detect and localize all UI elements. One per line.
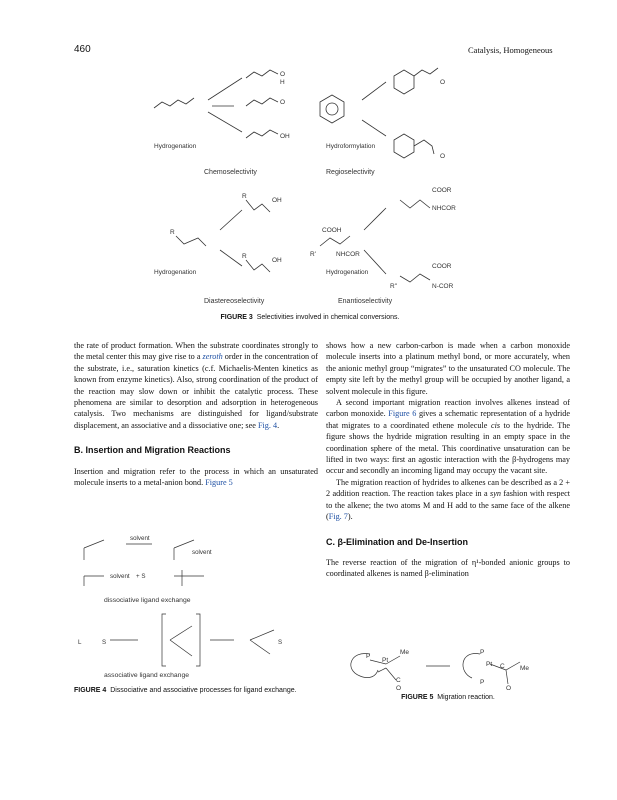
figure-4-caption-text: Dissociative and associative processes for ligand exchange. bbox=[110, 687, 297, 694]
running-title: Catalysis, Homogeneous bbox=[468, 45, 553, 55]
fig-4-link[interactable]: Fig. 4 bbox=[257, 420, 278, 430]
figure-5-caption-text: Migration reaction. bbox=[437, 694, 495, 701]
fig4-s-2: S bbox=[278, 639, 283, 646]
label-regioselectivity: Regioselectivity bbox=[326, 169, 375, 176]
fig4-solvent-1: solvent bbox=[130, 535, 150, 542]
figure-5-caption-label: FIGURE 5 bbox=[401, 694, 434, 701]
product-ring-1 bbox=[394, 70, 414, 94]
fig5-c-2: C bbox=[500, 663, 505, 670]
fig5-c-1: C bbox=[396, 677, 401, 684]
left-p1-end: . bbox=[277, 420, 280, 430]
arrow-down bbox=[208, 112, 242, 132]
fig4-solvent-3: solvent bbox=[110, 573, 130, 580]
atom-h-1: H bbox=[280, 79, 285, 86]
fig-7-link[interactable]: Fig. 7 bbox=[328, 512, 348, 522]
atom-ncor: N-COR bbox=[432, 283, 454, 290]
fig4-plus-s: + S bbox=[136, 573, 146, 580]
atom-oh: OH bbox=[280, 133, 290, 140]
label-hydrogenation-2: Hydrogenation bbox=[154, 269, 197, 276]
figure-5-diagram bbox=[330, 640, 566, 690]
product-3-chain bbox=[246, 130, 278, 138]
figure-5-caption bbox=[326, 694, 570, 701]
figure-3-caption-label: FIGURE 3 bbox=[220, 314, 253, 321]
atom-oh-2: OH bbox=[272, 197, 282, 204]
atom-cooh: COOH bbox=[322, 227, 342, 234]
atom-o-3: O bbox=[440, 79, 446, 86]
right-paragraph-1: shows how a new carbon-carbon is made when a carbon monoxide molecule inserts into a platinum methyl bond, or more accurately, when the anionic methyl group “migrates” to the unsaturated CO molecule. The empty site left by the methyl group will be occupied by another ligand, a solvent molecule in this figure. bbox=[326, 341, 570, 396]
fig5-pt-1: Pt bbox=[382, 657, 389, 664]
product-1-chain bbox=[246, 70, 278, 78]
atom-nhcor: NHCOR bbox=[336, 251, 360, 258]
fig5-p-3: P bbox=[480, 679, 485, 686]
atom-r-2: R bbox=[242, 193, 247, 200]
left-column bbox=[74, 340, 318, 488]
fig5-p-2: P bbox=[480, 649, 485, 656]
atom-o-4: O bbox=[440, 153, 446, 160]
figure-4-caption bbox=[74, 686, 318, 695]
label-chemoselectivity: Chemoselectivity bbox=[204, 169, 257, 176]
right-p3-end: ). bbox=[347, 512, 353, 522]
atom-r1: R' bbox=[310, 251, 316, 258]
figure-4-caption-label: FIGURE 4 bbox=[74, 687, 107, 694]
atom-o-2: O bbox=[280, 99, 286, 106]
label-diastereoselectivity: Diastereoselectivity bbox=[204, 298, 265, 305]
figure-3-caption-text: Selectivities involved in chemical conversions. bbox=[256, 314, 400, 321]
atom-nhcor-2: NHCOR bbox=[432, 205, 456, 212]
right-paragraph-4: The reverse reaction of the migration of η¹-bonded anionic groups to coordinated alkenes is named β-elimination bbox=[326, 557, 570, 579]
right-p3b: fashion with respect to the alkene; the two atoms M and H add to the same face of the alkene ( bbox=[326, 489, 571, 522]
fig5-o-1: O bbox=[396, 685, 402, 690]
atom-coor-2: COOR bbox=[432, 263, 452, 270]
product-ring-2 bbox=[394, 134, 414, 158]
atom-oh-3: OH bbox=[272, 257, 282, 264]
cis-em: cis bbox=[490, 420, 501, 430]
fig4-dissociative-label: dissociative ligand exchange bbox=[104, 597, 191, 604]
atom-o-1: O bbox=[280, 71, 286, 78]
right-column bbox=[326, 340, 570, 580]
label-hydroformylation: Hydroformylation bbox=[326, 143, 376, 150]
right-p2c: to the hydride. The figure shows the hydride migration resulting in an empty space in the coordination sphere of the metal. This coordinative unsaturation can be lifted in two ways: first an agostic interaction with the β-hydrogens may occur and secondly an incoming ligand may occupy the vacant site. bbox=[326, 420, 571, 476]
left-paragraph-2 bbox=[74, 466, 318, 489]
atom-r-1: R bbox=[170, 229, 175, 236]
fig5-pt-2: Pt bbox=[486, 661, 493, 668]
left-p1b-text: order in the concentration of the substrate, i.e., saturation kinetics (c.f. Michaelis-Menten kinetics as known from enzyme kinetics). Also, strong coordination of the product of the reaction may slow down or inhibit the catalytic process. These phenomena are similar to desorption and adsorption in heterogeneous catalysis. Two mechanisms are distinguished for ligand/substrate displacement, an associative and a dissociative one; see bbox=[74, 352, 319, 430]
substrate-chain bbox=[154, 98, 194, 108]
benzene-ring bbox=[320, 95, 344, 123]
figure-3-caption bbox=[150, 314, 470, 321]
fig4-solvent-2: solvent bbox=[192, 549, 212, 556]
atom-r-3: R bbox=[242, 253, 247, 260]
label-enantioselectivity: Enantioselectivity bbox=[338, 298, 393, 305]
atom-coor: COOR bbox=[432, 187, 452, 194]
left-p1-text: the rate of product formation. When the substrate coordinates strongly to the metal center this may give rise to a bbox=[74, 341, 318, 362]
fig4-l: L bbox=[78, 639, 82, 646]
fig5-me-1: Me bbox=[400, 649, 410, 656]
figure-4-diagram bbox=[74, 530, 318, 680]
right-p3a: The migration reaction of hydrides to alkenes can be described as a 2 + 2 addition reaction. The reaction takes place in a bbox=[326, 477, 570, 499]
right-paragraph-2 bbox=[326, 397, 570, 477]
label-hydrogenation-3: Hydrogenation bbox=[326, 269, 369, 276]
right-p2b: gives a schematic representation of a hydride that migrates to a coordinated ethene molecule bbox=[326, 409, 570, 430]
figure-5-link[interactable]: Figure 5 bbox=[205, 478, 233, 488]
left-paragraph-1 bbox=[74, 340, 318, 431]
right-p2a: A second important migration reaction involves alkenes instead of carbon monoxide. bbox=[326, 398, 570, 419]
fig5-me-2: Me bbox=[520, 665, 530, 672]
figure-3-diagram bbox=[150, 60, 470, 312]
left-p2-text: Insertion and migration refer to the process in which an unsaturated molecule inserts to a metal-anion bond. bbox=[74, 466, 318, 488]
syn-em: syn bbox=[490, 489, 501, 499]
zeroth-link[interactable]: zeroth bbox=[202, 352, 223, 362]
fig4-associative-label: associative ligand exchange bbox=[104, 672, 190, 679]
fig5-p-1: P bbox=[366, 653, 371, 660]
fig5-o-2: O bbox=[506, 685, 512, 690]
fig4-s: S bbox=[102, 639, 107, 646]
section-c-heading: C. β-Elimination and De-Insertion bbox=[326, 536, 469, 547]
label-hydrogenation: Hydrogenation bbox=[154, 143, 197, 150]
figure-6-link[interactable]: Figure 6 bbox=[388, 409, 417, 419]
atom-r2: R" bbox=[390, 283, 398, 290]
right-paragraph-3 bbox=[326, 477, 570, 523]
page-number: 460 bbox=[74, 44, 91, 55]
product-2-chain bbox=[246, 98, 278, 106]
section-b-heading: B. Insertion and Migration Reactions bbox=[74, 445, 231, 456]
arrow-up bbox=[208, 78, 242, 100]
